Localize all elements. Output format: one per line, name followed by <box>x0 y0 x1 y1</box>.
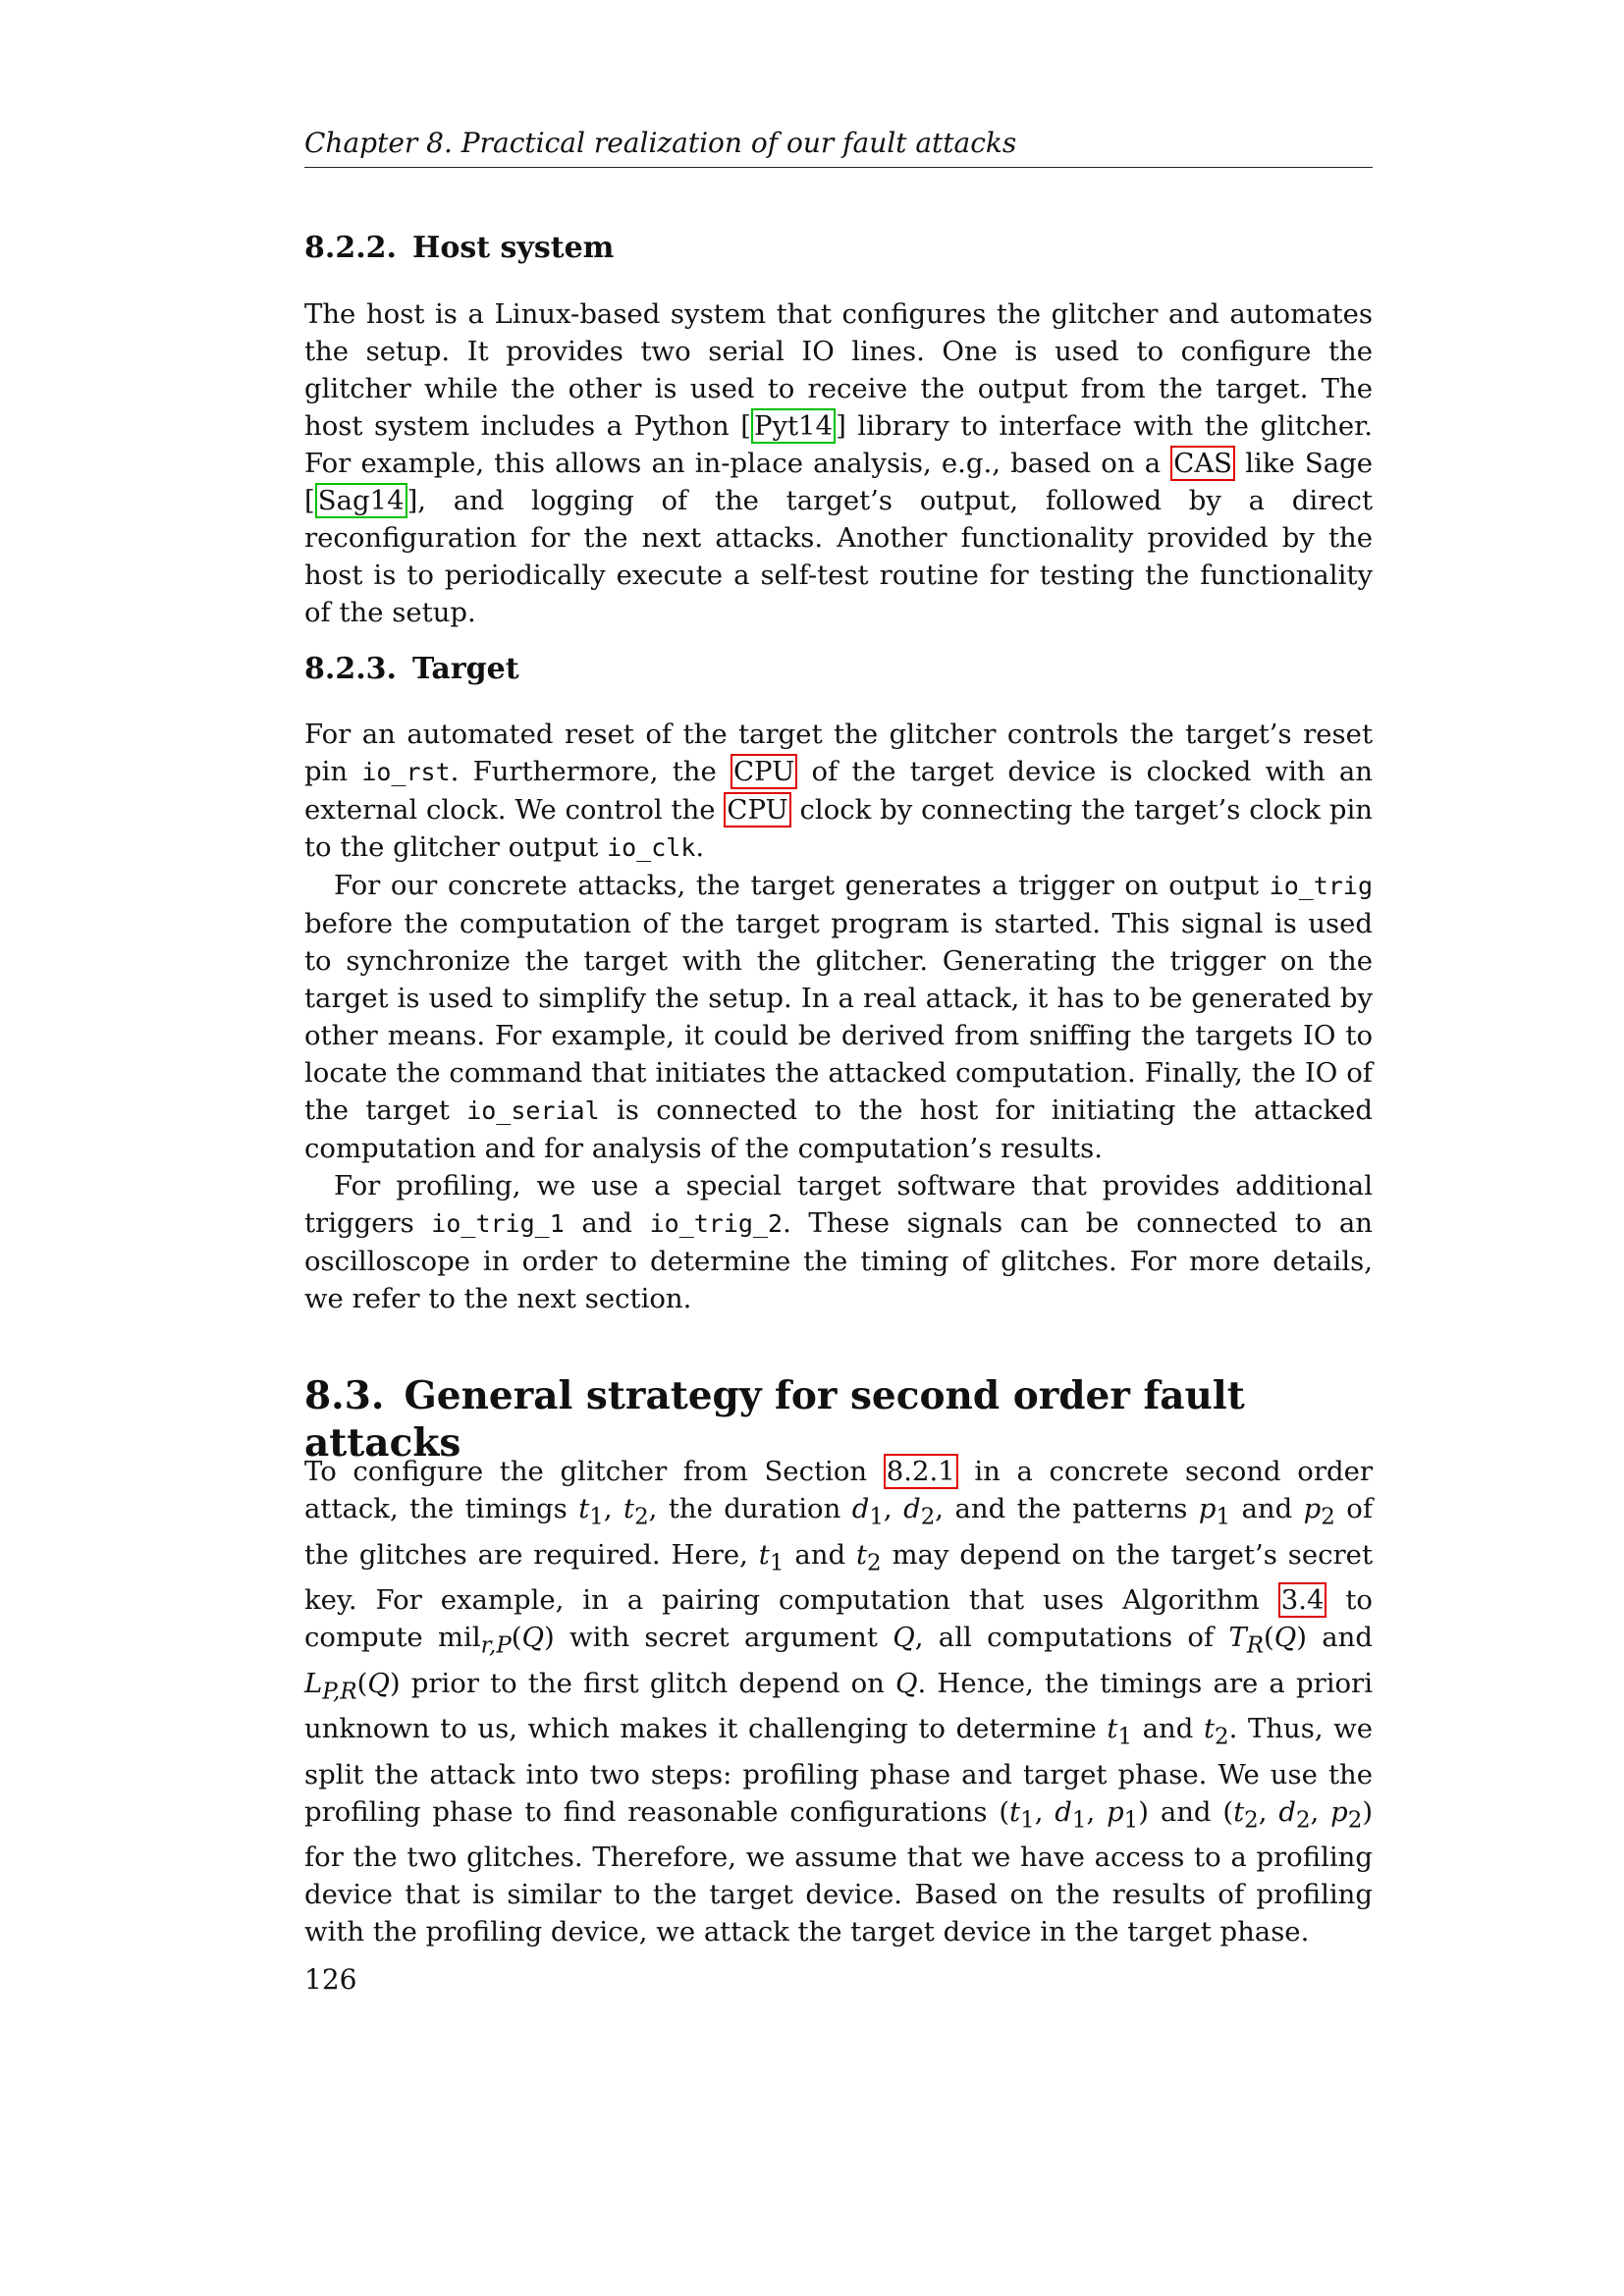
code-signal: io_trig_1 <box>431 1209 565 1238</box>
page-number: 126 <box>304 1963 357 1996</box>
target-paragraphs: For an automated reset of the target the glitcher controls the target’s reset pin io_rst. Furthermore, the CPU of the target device is clocked with an external clock. We control the CPU clock by connecting the target’s clock pin to the glitcher output io_clk. For our concrete attacks, the target generates a trigger on output io_trig before the computation of the target program is started. This signal is used to synchronize the target with the glitcher. Generating the trigger on the target is used to simplify the setup. In a real attack, it has to be generated by other means. For example, it could be derived from sniffing the targets IO to locate the command that initiates the attacked computation. Finally, the IO of the target io_serial is connected to the host for initiating the attacked computation and for analysis of the computation’s results. For profiling, we use a special target software that provides additional triggers io_trig_1 and io_trig_2. These signals can be connected to an oscilloscope in order to determine the timing of glitches. For more details, we refer to the next section. <box>304 719 1374 1314</box>
code-signal: io_serial <box>466 1096 600 1125</box>
section-link[interactable]: 8.2.1 <box>884 1454 958 1489</box>
citation-link[interactable]: Pyt14 <box>751 408 836 444</box>
code-signal: io_rst <box>361 758 451 786</box>
section-number: 8.3. <box>304 1373 385 1418</box>
host-system-paragraph: The host is a Linux-based system that configures the glitcher and automates the setup. It provides two serial IO lines. One is used to configure the glitcher while the other is used to receive the output from the target. The host system includes a Python [ Pyt14 ] library to interface with the glitcher. For example, this allows an in-place analysis, e.g., based on a CAS like Sage [ Sag14 ], and logging of the target’s output, followed by a direct reconfiguration for the next attacks. Another functionality provided by the host is to periodically execute a self-test routine for testing the functionality of the setup. <box>304 298 1373 628</box>
running-header: Chapter 8. Practical realization of our fault attacks <box>304 126 1373 168</box>
section-title: Target <box>411 652 519 686</box>
code-signal: io_trig <box>1269 872 1373 900</box>
acronym-link[interactable]: CAS <box>1170 446 1235 481</box>
section-heading-8-2-3 <box>304 650 519 689</box>
section-number: 8.2.2. <box>304 231 397 265</box>
acronym-link[interactable]: CPU <box>731 754 797 789</box>
section-title: General strategy for second order fault attacks <box>304 1373 1245 1466</box>
algorithm-link[interactable]: 3.4 <box>1278 1582 1327 1618</box>
code-signal: io_trig_2 <box>649 1209 784 1238</box>
section-number: 8.2.3. <box>304 652 397 686</box>
acronym-link[interactable]: CPU <box>724 792 790 828</box>
section-title: Host system <box>411 231 615 265</box>
section-heading-8-2-2 <box>304 229 614 268</box>
general-strategy-paragraph: To configure the glitcher from Section 8.2.1 in a concrete second order attack, the timings $t_1$, $t_2$, the duration $d_1$, $d_2$, and the patterns $p_1$ and $p_2$ of the glitches are required. Here, $t_1$ and $t_2$ may depend on the target’s secret key. For example, in a pairing computation that uses Algorithm 3.4 to compute mil$_{r,P}$(Q) with secret argument Q, all computations of $T_R(Q)$ and $L_{P,R}(Q)$ prior to the first glitch depend on Q. Hence, the timings are a priori unknown to us, which makes it challenging to determine $t_1$ and $t_2$. Thus, we split the attack into two steps: profiling phase and target phase. We use the profiling phase to find reasonable configurations ($t_1$, $d_1$, $p_1$) and ($t_2$, $d_2$, $p_2$) for the two glitches. Therefore, we assume that we have access to a profiling device that is similar to the target device. Based on the results of profiling with the profiling device, we attack the target device in the target phase. <box>304 1456 1374 1948</box>
citation-link[interactable]: Sag14 <box>315 483 407 518</box>
code-signal: io_clk <box>607 833 696 862</box>
